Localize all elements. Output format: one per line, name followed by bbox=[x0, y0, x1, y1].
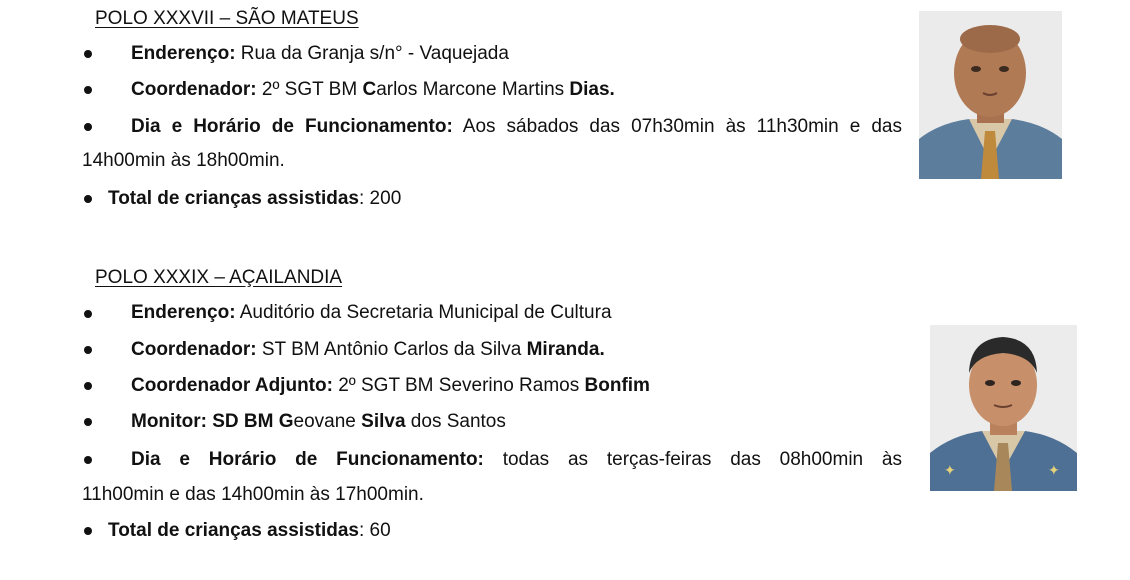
endereco-label: Enderenço: bbox=[131, 43, 236, 64]
polo-37-horario bbox=[131, 116, 902, 138]
coordenador-text: 2º SGT BM bbox=[256, 79, 363, 100]
bullet bbox=[82, 190, 94, 202]
horario-value: Aos sábados das 07h30min às 11h30min e das bbox=[452, 116, 902, 137]
endereco-label: Enderenço: bbox=[131, 302, 236, 323]
monitor-text: eovane bbox=[293, 411, 362, 432]
coordenador-label: Coordenador: bbox=[131, 79, 257, 100]
polo-39-title: POLO XXXIX – AÇAILANDIA bbox=[95, 267, 343, 288]
horario-value: todas as terças-feiras das 08h00min às bbox=[483, 449, 902, 470]
adjunto-label: Coordenador Adjunto: bbox=[131, 375, 333, 396]
polo-39-horario-cont: 11h00min e das 14h00min às 17h00min. bbox=[82, 484, 424, 505]
bullet bbox=[82, 413, 94, 425]
polo-39-endereco bbox=[131, 302, 612, 324]
monitor-text: dos Santos bbox=[405, 411, 506, 432]
polo-39-coordenador bbox=[131, 339, 605, 361]
coordenador-text-bold: C bbox=[362, 79, 377, 100]
polo-37-total bbox=[108, 188, 401, 210]
polo-39-horario bbox=[131, 449, 902, 471]
total-value: : 200 bbox=[359, 188, 402, 209]
bullet bbox=[82, 305, 94, 317]
bullet bbox=[82, 522, 94, 534]
polo-37-endereco bbox=[131, 43, 509, 65]
portrait-icon bbox=[930, 325, 1077, 491]
horario-label: Dia e Horário de Funcionamento: bbox=[131, 116, 453, 137]
coordenador-text: arlos Marcone Martins bbox=[376, 79, 570, 100]
svg-text:✦: ✦ bbox=[1048, 463, 1060, 479]
total-label: Total de crianças assistidas bbox=[108, 520, 359, 541]
bullet bbox=[82, 81, 94, 93]
svg-text:✦: ✦ bbox=[944, 463, 956, 479]
polo-37-title: POLO XXXVII – SÃO MATEUS bbox=[95, 8, 359, 29]
endereco-value: Auditório da Secretaria Municipal de Cultura bbox=[235, 302, 612, 323]
monitor-label: Monitor: SD BM G bbox=[131, 411, 294, 432]
monitor-text-bold: Silva bbox=[361, 411, 406, 432]
polo-37-coordenador bbox=[131, 79, 615, 101]
coordenador-text: ST BM Antônio Carlos da Silva bbox=[256, 339, 527, 360]
polo-39-coordenador-adjunto bbox=[131, 375, 650, 397]
adjunto-text: 2º SGT BM Severino Ramos bbox=[332, 375, 585, 396]
coordenador-text-bold: Dias. bbox=[569, 79, 615, 100]
bullet bbox=[82, 118, 94, 130]
horario-label: Dia e Horário de Funcionamento: bbox=[131, 449, 484, 470]
bullet bbox=[82, 45, 94, 57]
portrait-icon bbox=[919, 11, 1062, 179]
polo-39-monitor bbox=[131, 411, 506, 433]
bullet bbox=[82, 451, 94, 463]
bullet bbox=[82, 341, 94, 353]
total-value: : 60 bbox=[359, 520, 391, 541]
coordinator-photo-2 bbox=[930, 325, 1077, 491]
endereco-value: Rua da Granja s/n° - Vaquejada bbox=[235, 43, 509, 64]
bullet bbox=[82, 377, 94, 389]
polo-37-horario-cont: 14h00min às 18h00min. bbox=[82, 150, 285, 171]
total-label: Total de crianças assistidas bbox=[108, 188, 359, 209]
adjunto-text-bold: Bonfim bbox=[584, 375, 650, 396]
coordinator-photo-1 bbox=[919, 11, 1062, 179]
coordenador-label: Coordenador: bbox=[131, 339, 257, 360]
polo-39-total bbox=[108, 520, 391, 542]
coordenador-text-bold: Miranda. bbox=[526, 339, 605, 360]
